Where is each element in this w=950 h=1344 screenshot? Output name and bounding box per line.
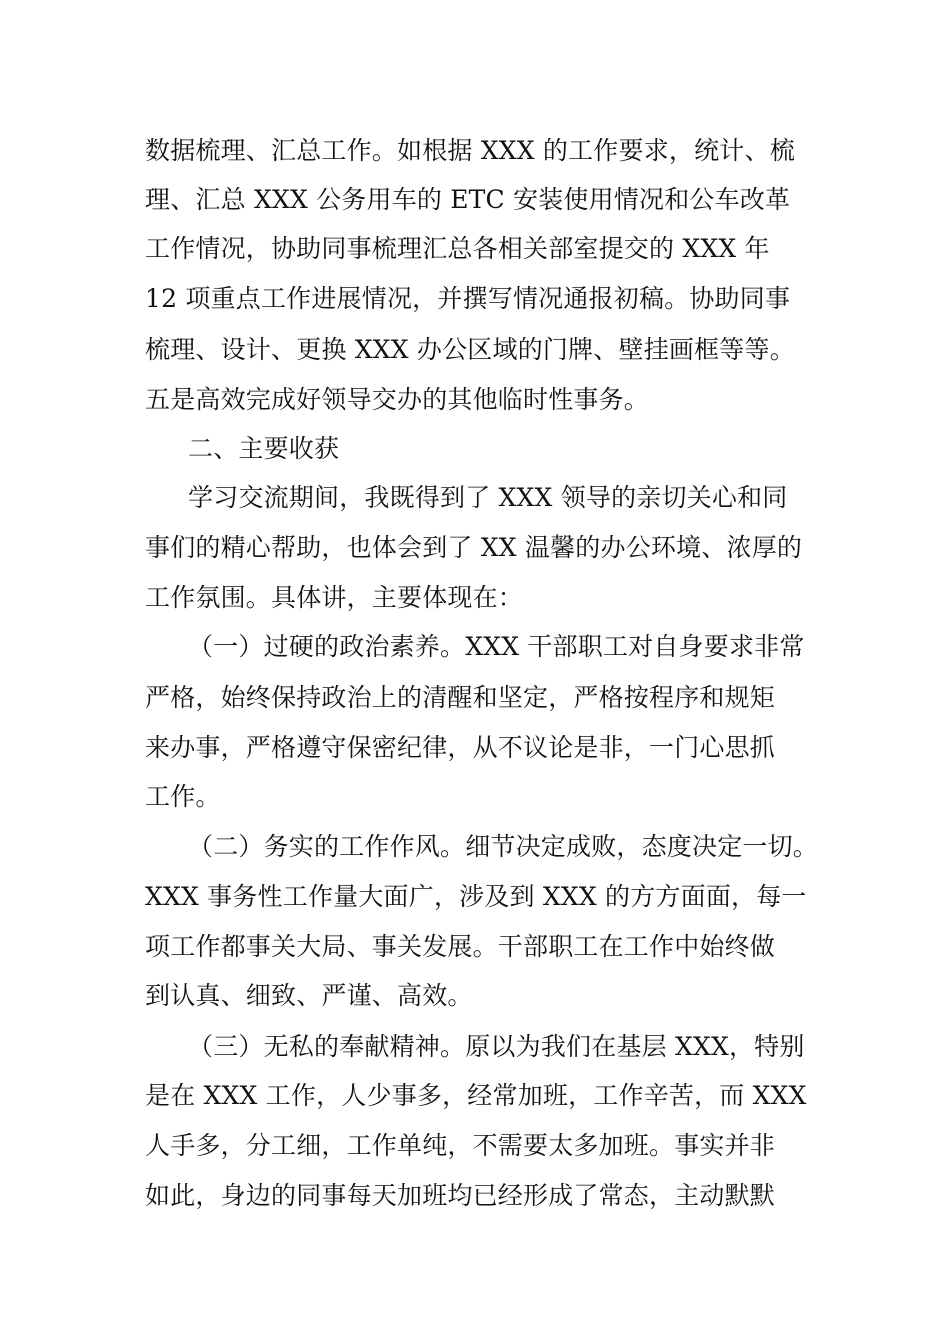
paragraph-line: 理、汇总 XXX 公务用车的 ETC 安装使用情况和公车改革 (145, 185, 791, 214)
paragraph-line: （一）过硬的政治素养。XXX 干部职工对自身要求非常 (188, 632, 805, 661)
paragraph-line: 来办事，严格遵守保密纪律，从不议论是非，一门心思抓 (145, 733, 776, 762)
paragraph-line: 是在 XXX 工作，人少事多，经常加班，工作辛苦，而 XXX (145, 1081, 807, 1110)
paragraph-line: 学习交流期间，我既得到了 XXX 领导的亲切关心和同 (188, 483, 788, 512)
paragraph-line: 工作情况，协助同事梳理汇总各相关部室提交的 XXX 年 (145, 234, 770, 263)
paragraph-line: （二）务实的工作作风。细节决定成败，态度决定一切。 (188, 832, 819, 861)
paragraph-line: 如此，身边的同事每天加班均已经形成了常态，主动默默 (145, 1181, 776, 1210)
paragraph-line: 到认真、细致、严谨、高效。 (145, 981, 473, 1010)
paragraph-line: 项工作都事关大局、事关发展。干部职工在工作中始终做 (145, 932, 776, 961)
paragraph-line: 数据梳理、汇总工作。如根据 XXX 的工作要求，统计、梳 (145, 136, 795, 165)
paragraph-line: 严格，始终保持政治上的清醒和坚定，严格按程序和规矩 (145, 683, 776, 712)
paragraph-line: 五是高效完成好领导交办的其他临时性事务。 (145, 385, 650, 414)
paragraph-line: 工作氛围。具体讲，主要体现在： (145, 583, 524, 612)
paragraph-line: XXX 事务性工作量大面广，涉及到 XXX 的方方面面，每一 (145, 882, 807, 911)
paragraph-line: 人手多，分工细，工作单纯，不需要太多加班。事实并非 (145, 1131, 776, 1160)
paragraph-line: 梳理、设计、更换 XXX 办公区域的门牌、壁挂画框等等。 (145, 335, 795, 364)
section-heading: 二、主要收获 (188, 434, 340, 463)
paragraph-line: 事们的精心帮助，也体会到了 XX 温馨的办公环境、浓厚的 (145, 533, 803, 562)
paragraph-line: 12 项重点工作进展情况，并撰写情况通报初稿。协助同事 (145, 284, 791, 313)
paragraph-line: （三）无私的奉献精神。原以为我们在基层 XXX，特别 (188, 1032, 805, 1061)
paragraph-line: 工作。 (145, 782, 221, 811)
